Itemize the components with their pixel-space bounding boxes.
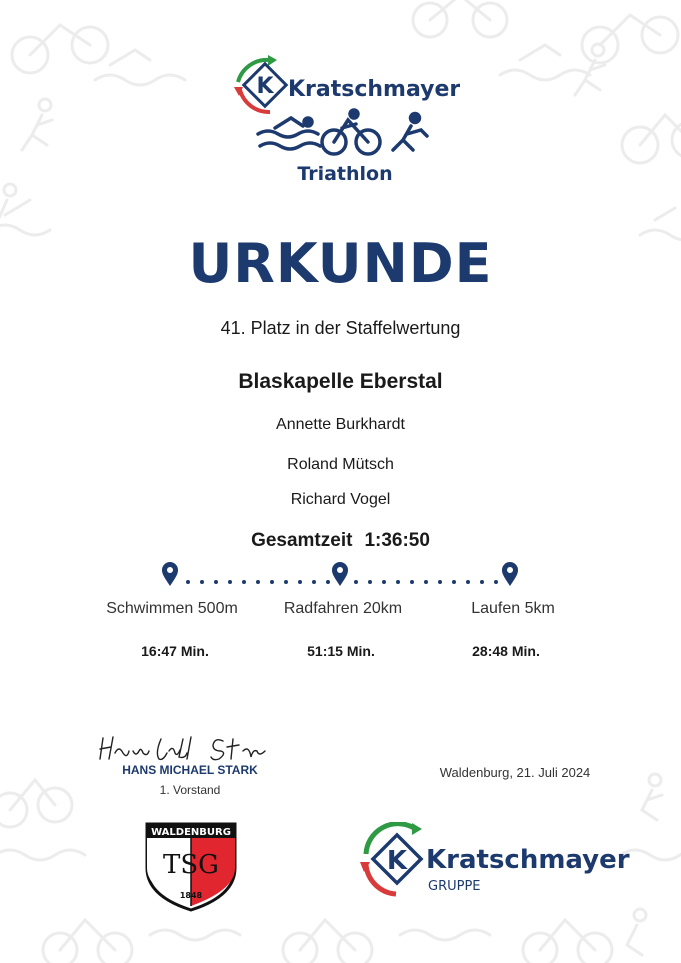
crest-name: WALDENBURG bbox=[151, 827, 231, 838]
swim-watermark-icon bbox=[0, 850, 85, 860]
swim-watermark-icon bbox=[150, 930, 240, 940]
bike-icon bbox=[322, 110, 380, 154]
total-time-row bbox=[0, 530, 681, 552]
swim-watermark-icon bbox=[0, 200, 50, 235]
bike-watermark-icon bbox=[523, 920, 612, 963]
swim-watermark-icon bbox=[95, 50, 185, 85]
team-member: Richard Vogel bbox=[290, 491, 391, 508]
svg-text:K: K bbox=[386, 846, 408, 876]
svg-text:K: K bbox=[256, 74, 274, 99]
signatory-name: HANS MICHAEL STARK bbox=[122, 763, 258, 777]
placement-text: 41. Platz in der Staffelwertung bbox=[220, 318, 461, 338]
stage-run-time: 28:48 Min. bbox=[472, 643, 540, 659]
stage-swim-time: 16:47 Min. bbox=[141, 643, 209, 659]
bike-watermark-icon bbox=[622, 115, 681, 163]
bike-watermark-icon bbox=[0, 780, 72, 827]
swim-watermark-icon bbox=[500, 45, 590, 80]
stage-bike-time: 51:15 Min. bbox=[307, 643, 375, 659]
crest-letters: TSG bbox=[163, 850, 219, 880]
team-name: Blaskapelle Eberstal bbox=[238, 370, 443, 393]
crest-year: 1848 bbox=[179, 891, 203, 900]
stage-run-label: Laufen 5km bbox=[471, 600, 555, 617]
signatory-role: 1. Vorstand bbox=[159, 783, 221, 797]
swim-icon bbox=[258, 118, 320, 149]
handwritten-signature bbox=[95, 733, 285, 763]
swim-watermark-icon bbox=[400, 930, 490, 940]
bike-watermark-icon bbox=[43, 920, 132, 963]
total-time-label: Gesamtzeit bbox=[251, 530, 353, 551]
logo-brand-text: Kratschmayer bbox=[426, 845, 630, 875]
map-pin-icon bbox=[502, 562, 518, 586]
stage-swim-label: Schwimmen 500m bbox=[106, 600, 238, 617]
logo-event-text: Triathlon bbox=[297, 163, 393, 185]
logo-subtitle-text: GRUPPE bbox=[428, 879, 481, 894]
route-line bbox=[160, 560, 520, 590]
kratschmayer-gruppe-logo bbox=[358, 822, 638, 897]
kratschmayer-triathlon-logo bbox=[230, 52, 460, 187]
bike-watermark-icon bbox=[12, 25, 108, 73]
map-pin-icon bbox=[162, 562, 178, 586]
run-icon bbox=[393, 114, 427, 151]
total-time-value: 1:36:50 bbox=[364, 530, 430, 551]
certificate-title: URKUNDE bbox=[188, 232, 493, 295]
run-watermark-icon bbox=[642, 774, 662, 820]
run-watermark-icon bbox=[22, 99, 52, 150]
bike-watermark-icon bbox=[283, 920, 372, 963]
club-crest-logo bbox=[143, 818, 239, 913]
team-member: Annette Burkhardt bbox=[276, 416, 405, 433]
map-pin-icon bbox=[332, 562, 348, 586]
logo-brand-text: Kratschmayer bbox=[288, 77, 460, 102]
bike-watermark-icon bbox=[413, 0, 507, 37]
place-date: Waldenburg, 21. Juli 2024 bbox=[439, 765, 591, 780]
stage-bike-label: Radfahren 20km bbox=[283, 600, 403, 617]
team-member: Roland Mütsch bbox=[287, 456, 394, 473]
run-watermark-icon bbox=[627, 909, 646, 955]
